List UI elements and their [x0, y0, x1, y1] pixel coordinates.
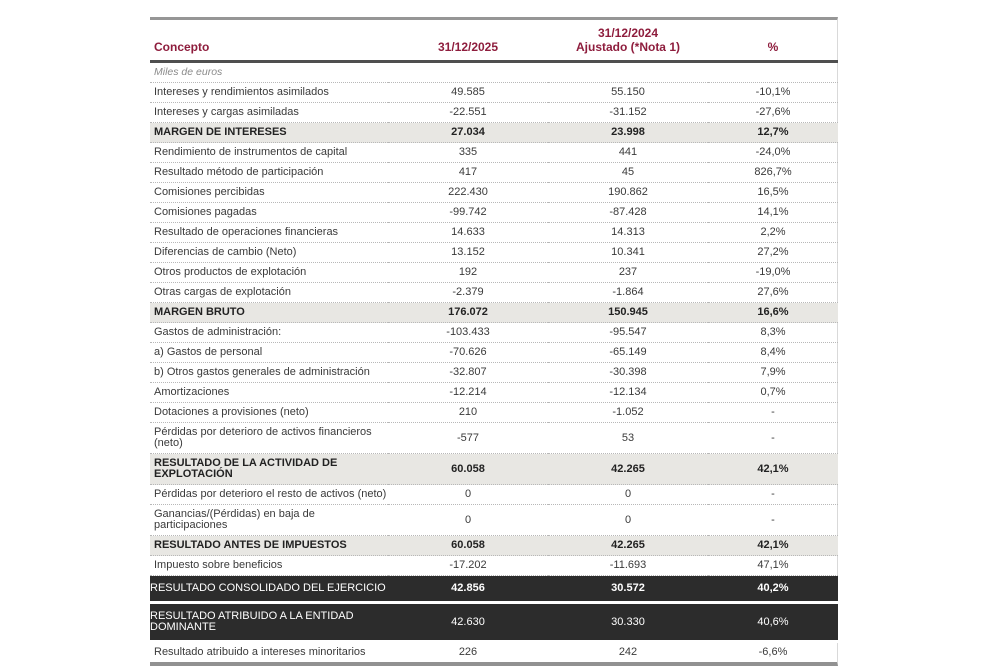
row-label: Resultado método de participación: [150, 163, 388, 183]
row-label: RESULTADO ATRIBUIDO A LA ENTIDAD DOMINANTE: [150, 603, 388, 642]
table-row: [150, 383, 838, 403]
table-row: [150, 263, 838, 283]
table-row: [150, 183, 838, 203]
value-2024: 441: [548, 143, 708, 163]
value-percent: 27,2%: [708, 243, 838, 263]
value-2025: 417: [388, 163, 548, 183]
value-2025: 0: [388, 505, 548, 536]
header-2024-line1: 31/12/2024: [597, 26, 659, 40]
value-percent: -10,1%: [708, 83, 838, 103]
value-percent: -24,0%: [708, 143, 838, 163]
value-percent: 8,4%: [708, 343, 838, 363]
value-2024: 242: [618, 646, 638, 658]
header-concepto: Concepto: [150, 20, 388, 62]
value-2025: 335: [388, 143, 548, 163]
value-percent: 0,7%: [708, 383, 838, 403]
table-row: [150, 576, 838, 603]
row-label: RESULTADO DE LA ACTIVIDAD DE EXPLOTACIÓN: [150, 454, 388, 485]
value-2024: -65.149: [548, 343, 708, 363]
row-label: MARGEN DE INTERESES: [150, 123, 388, 143]
row-label: Resultado atribuido a intereses minoritarios: [154, 646, 366, 658]
value-2025: -12.214: [388, 383, 548, 403]
value-2024: 30.330: [548, 603, 708, 642]
value-2025: -17.202: [388, 556, 548, 576]
value-2024: 190.862: [548, 183, 708, 203]
table-row: [150, 363, 838, 383]
value-2025: 60.058: [388, 536, 548, 556]
value-2025: -99.742: [388, 203, 548, 223]
table-row: [150, 505, 838, 536]
table-row: [150, 223, 838, 243]
value-2024: 150.945: [548, 303, 708, 323]
value-percent: -27,6%: [708, 103, 838, 123]
table-row: [150, 83, 838, 103]
value-2025: 222.430: [388, 183, 548, 203]
row-label: RESULTADO CONSOLIDADO DEL EJERCICIO: [150, 576, 388, 603]
value-percent: 16,6%: [708, 303, 838, 323]
value-percent: 47,1%: [708, 556, 838, 576]
value-2025: 49.585: [388, 83, 548, 103]
unit-note: Miles de euros: [150, 62, 838, 83]
table-row: [150, 283, 838, 303]
value-percent: 2,2%: [708, 223, 838, 243]
value-2025: 60.058: [388, 454, 548, 485]
value-2024: 42.265: [548, 454, 708, 485]
value-2024: -95.547: [548, 323, 708, 343]
value-percent: 40,2%: [708, 576, 838, 603]
value-2024: -12.134: [548, 383, 708, 403]
value-percent: -: [708, 403, 838, 423]
value-2024: -87.428: [548, 203, 708, 223]
value-2024: 53: [548, 423, 708, 454]
value-2025: -22.551: [388, 103, 548, 123]
row-label: Resultado de operaciones financieras: [150, 223, 388, 243]
value-2025: -32.807: [388, 363, 548, 383]
value-2024: -31.152: [548, 103, 708, 123]
table-row: [150, 536, 838, 556]
row-label: Diferencias de cambio (Neto): [150, 243, 388, 263]
table-row: [150, 343, 838, 363]
value-2024: 14.313: [548, 223, 708, 243]
value-2024: -30.398: [548, 363, 708, 383]
table-row: [150, 243, 838, 263]
header-31-12-2024-ajustado: [548, 20, 708, 62]
table-row: [150, 123, 838, 143]
income-statement-table: [150, 17, 838, 666]
table-row: [150, 454, 838, 485]
value-2024: 45: [548, 163, 708, 183]
row-label: Intereses y rendimientos asimilados: [150, 83, 388, 103]
value-2024: -1.864: [548, 283, 708, 303]
row-label: Impuesto sobre beneficios: [150, 556, 388, 576]
value-2025: 42.856: [388, 576, 548, 603]
value-2024: 55.150: [548, 83, 708, 103]
value-2025: 176.072: [388, 303, 548, 323]
value-percent: 12,7%: [708, 123, 838, 143]
table-row: [150, 403, 838, 423]
row-label: Rendimiento de instrumentos de capital: [150, 143, 388, 163]
table-row: [150, 303, 838, 323]
value-2024: 10.341: [548, 243, 708, 263]
value-2024: 237: [548, 263, 708, 283]
header-31-12-2025: 31/12/2025: [388, 20, 548, 62]
table-row: [150, 603, 838, 642]
table-header: [150, 20, 838, 62]
value-2025: 27.034: [388, 123, 548, 143]
row-label: MARGEN BRUTO: [150, 303, 388, 323]
income-statement: [150, 20, 838, 662]
header-percent: %: [708, 20, 838, 62]
value-2025: -2.379: [388, 283, 548, 303]
table-row: [150, 203, 838, 223]
value-2025: 210: [388, 403, 548, 423]
value-2024: -1.052: [548, 403, 708, 423]
value-percent: 16,5%: [708, 183, 838, 203]
row-label: Ganancias/(Pérdidas) en baja de participaciones: [150, 505, 388, 536]
value-percent: -: [708, 505, 838, 536]
table-row: [150, 485, 838, 505]
value-percent: -6,6%: [758, 646, 788, 658]
value-2025: 226: [458, 646, 478, 658]
row-label: b) Otros gastos generales de administración: [150, 363, 388, 383]
value-percent: 8,3%: [708, 323, 838, 343]
value-percent: 42,1%: [708, 536, 838, 556]
table-row: [150, 423, 838, 454]
row-label: Amortizaciones: [150, 383, 388, 403]
table-row: [150, 556, 838, 576]
value-2025: 42.630: [388, 603, 548, 642]
table-body: [150, 62, 838, 663]
row-label: Otras cargas de explotación: [150, 283, 388, 303]
value-2025: 14.633: [388, 223, 548, 243]
value-percent: 40,6%: [708, 603, 838, 642]
unit-note-row: [150, 62, 838, 83]
table-row: [150, 143, 838, 163]
value-2025: -70.626: [388, 343, 548, 363]
value-percent: -19,0%: [708, 263, 838, 283]
value-percent: 826,7%: [708, 163, 838, 183]
row-label: Dotaciones a provisiones (neto): [150, 403, 388, 423]
value-2024: 23.998: [548, 123, 708, 143]
value-percent: -: [708, 423, 838, 454]
value-percent: 27,6%: [708, 283, 838, 303]
table-row: [150, 642, 838, 663]
value-percent: 7,9%: [708, 363, 838, 383]
value-2024: 30.572: [548, 576, 708, 603]
row-label: Pérdidas por deterioro el resto de activos (neto): [150, 485, 388, 505]
value-2024: 0: [548, 505, 708, 536]
table-row: [150, 103, 838, 123]
value-2024: 0: [548, 485, 708, 505]
row-label: Otros productos de explotación: [150, 263, 388, 283]
value-percent: -: [708, 485, 838, 505]
value-2025: 192: [388, 263, 548, 283]
value-2025: 0: [388, 485, 548, 505]
value-2025: -103.433: [388, 323, 548, 343]
header-2024-line2: Ajustado (*Nota 1): [575, 40, 680, 54]
value-2024: 42.265: [548, 536, 708, 556]
row-label: Intereses y cargas asimiladas: [150, 103, 388, 123]
row-label: Comisiones pagadas: [150, 203, 388, 223]
row-label: Pérdidas por deterioro de activos financieros (neto): [150, 423, 388, 454]
row-label: RESULTADO ANTES DE IMPUESTOS: [150, 536, 388, 556]
row-label: Comisiones percibidas: [150, 183, 388, 203]
value-2025: 13.152: [388, 243, 548, 263]
value-2025: -577: [388, 423, 548, 454]
value-percent: 42,1%: [708, 454, 838, 485]
table-row: [150, 323, 838, 343]
row-label: a) Gastos de personal: [150, 343, 388, 363]
value-percent: 14,1%: [708, 203, 838, 223]
row-label: Gastos de administración:: [150, 323, 388, 343]
value-2024: -11.693: [548, 556, 708, 576]
table-row: [150, 163, 838, 183]
